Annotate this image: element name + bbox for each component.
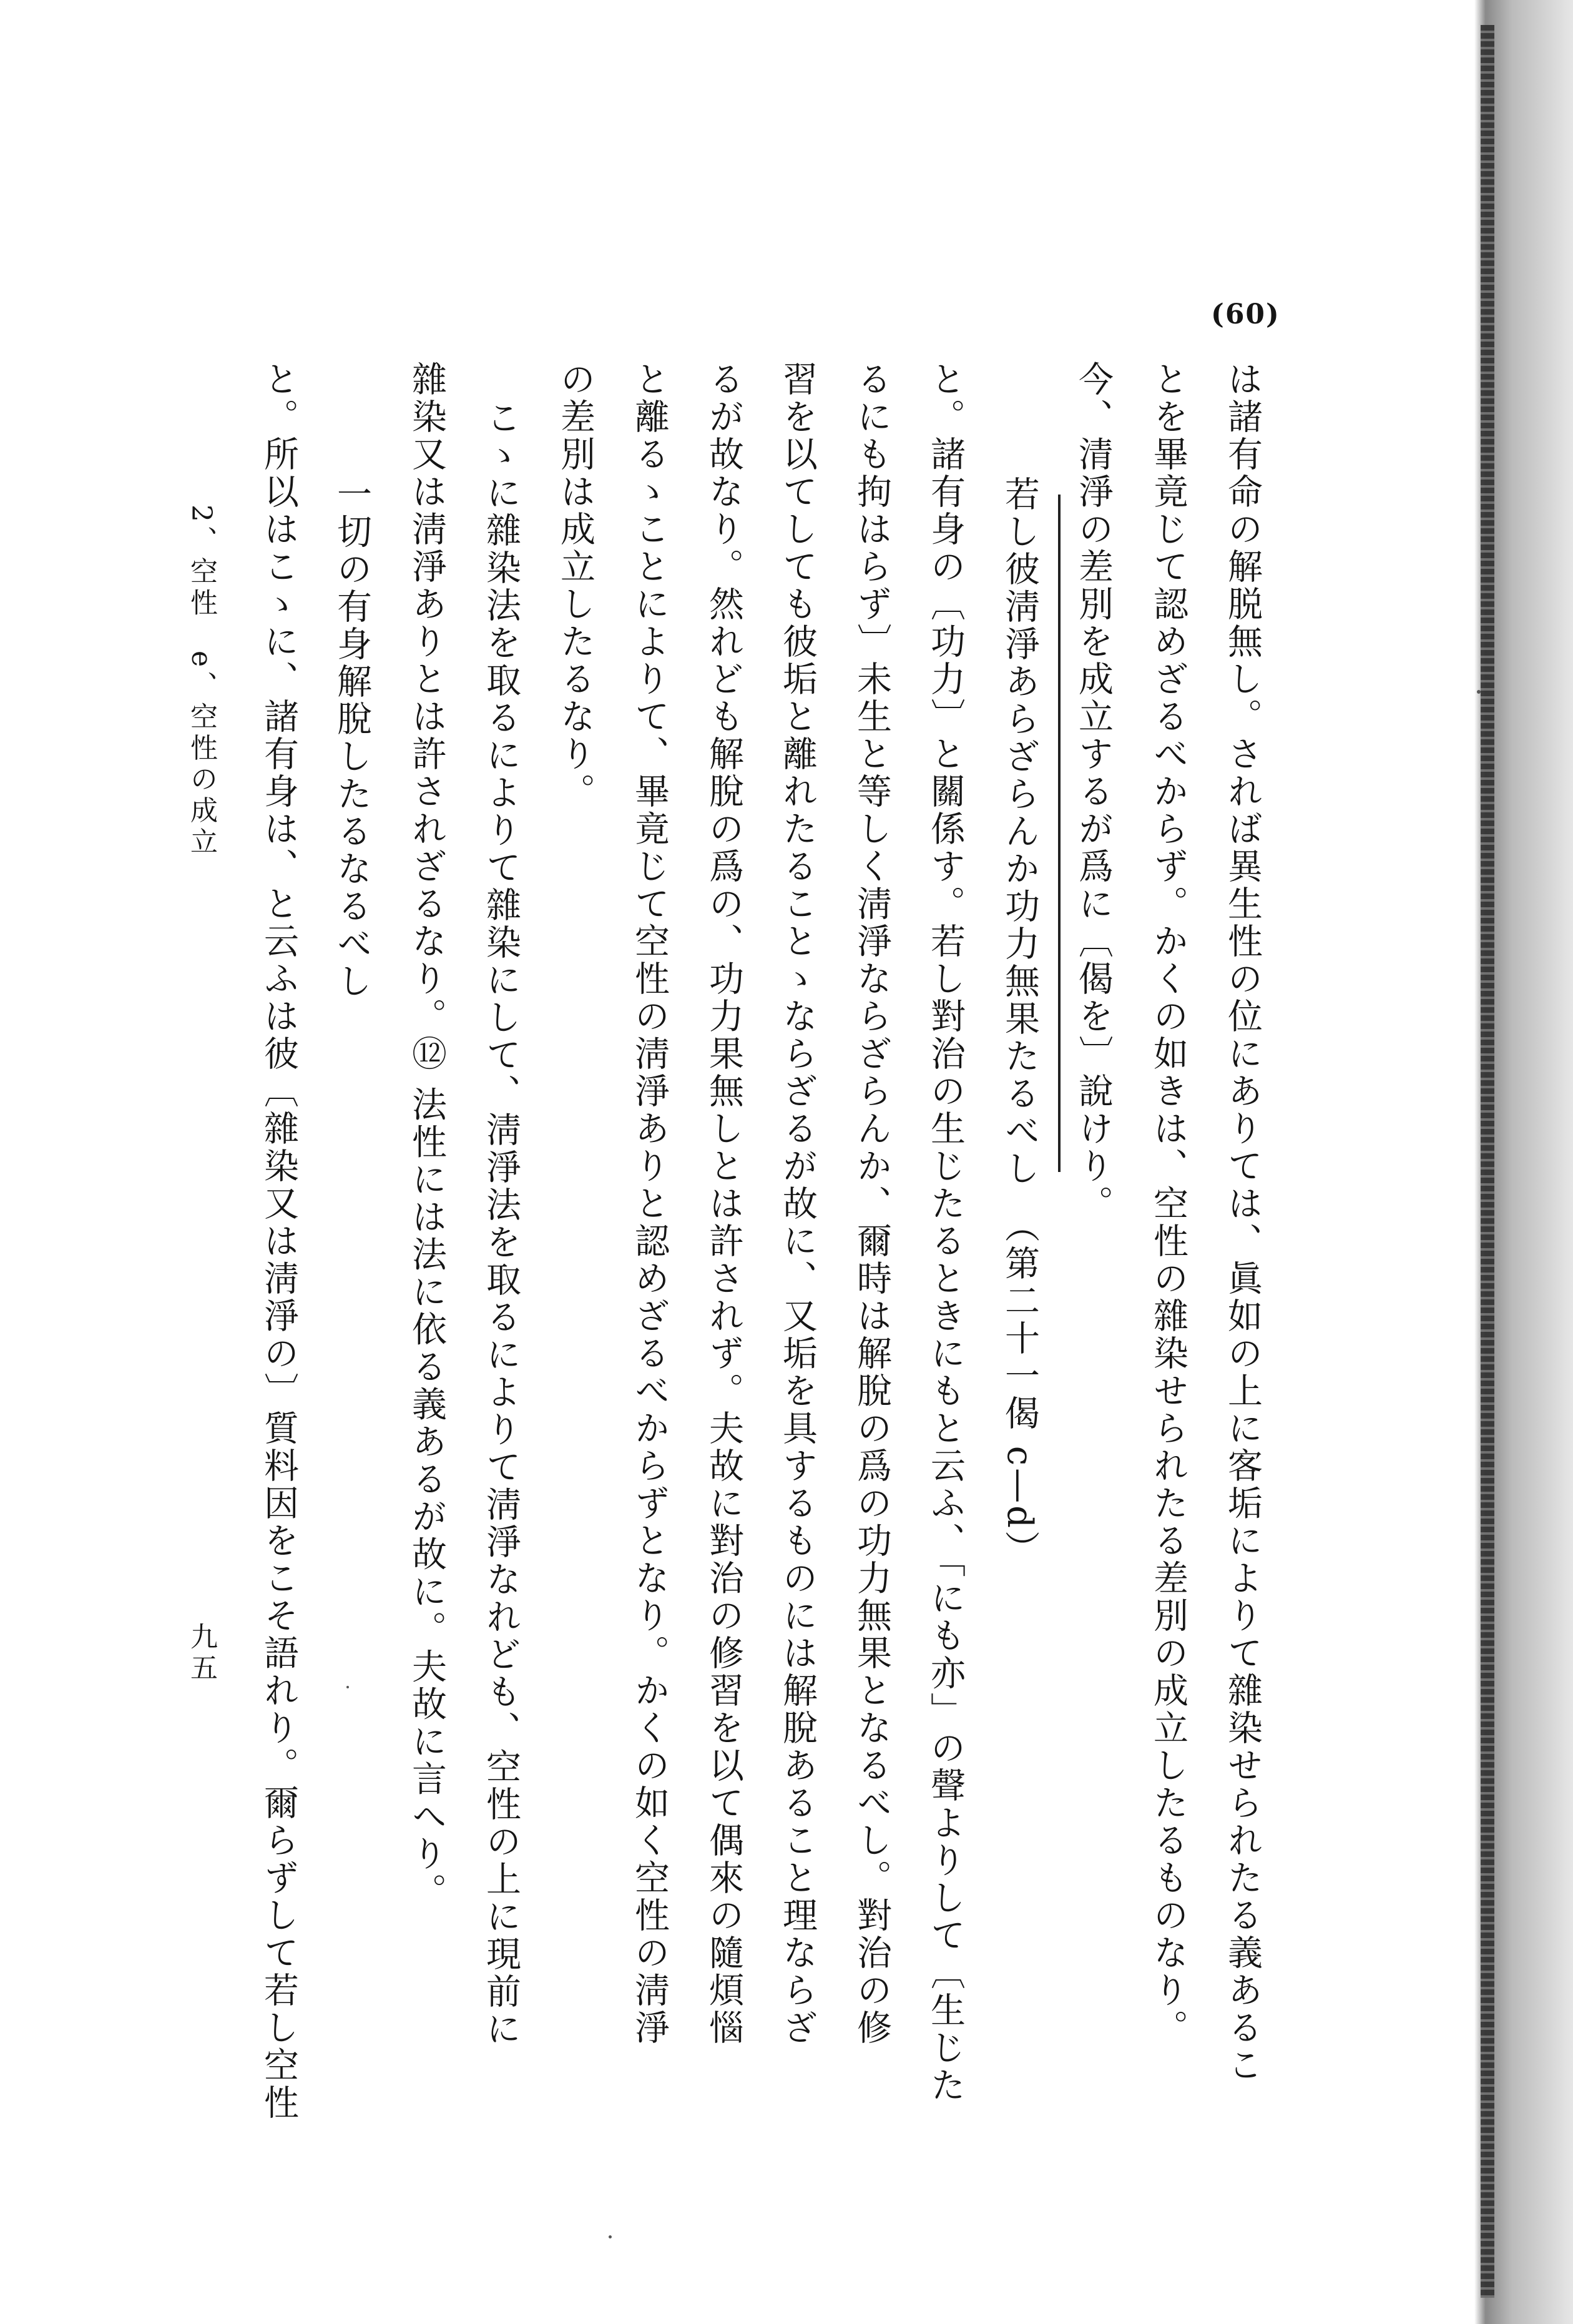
verse-column: 若し彼淸淨あらざらんか功力無果たるべし （第二十一偈 c—d）: [999, 476, 1040, 1568]
text-column-14: と。所以はこゝに、諸有身は、と云ふは彼〔雜染又は淸淨の〕質料因をこそ語れり。爾らずして若し空性: [258, 361, 299, 2122]
text-column-8: るが故なり。然れども解脫の爲の、功力果無しとは許されず。夫故に對治の修習を以て偶來の隨煩惱: [703, 361, 744, 2047]
text-column-5: と。諸有身の〔功力〕と關係す。若し對治の生じたるときにもと云ふ、「にも亦」の聲よりして〔生じた: [925, 361, 966, 2104]
page-number-top: (60): [1211, 298, 1280, 330]
page-number-bottom: 九五: [185, 1622, 217, 1685]
scan-speck: [346, 1686, 349, 1688]
text-column-10: の差別は成立したるなり。: [555, 361, 595, 810]
scan-speck: [1477, 690, 1481, 694]
text-column-7: 習を以てしても彼垢と離れたることゝならざるが故に、又垢を具するものには解脫あること理ならざ: [777, 361, 818, 2047]
text-column-6: るにも拘はらず〕未生と等しく淸淨ならざらんか、爾時は解脫の爲の功力無果となるべし。對治の修: [851, 361, 892, 2047]
text-column-3: 今、清淨の差別を成立するが爲に〔偈を〕說けり。: [1073, 361, 1114, 1223]
verse-column-2: 一切の有身解脫したるなるべし: [331, 476, 372, 1000]
book-edge-texture: [1481, 25, 1494, 2298]
verse-sideline: [1058, 495, 1061, 1172]
text-column-12: 雜染又は淸淨ありとは許されざるなり。⑫ 法性には法に依る義あるが故に。夫故に言へり。: [406, 361, 447, 1911]
text-column-9: と離るゝことによりて、畢竟じて空性の淸淨ありと認めざるべからずとなり。かくの如く空性の淸淨: [629, 361, 670, 2047]
running-title: 2、空性 e、空性の成立: [185, 505, 217, 859]
text-column-2: とを畢竟じて認めざるべからず。かくの如きは、空性の雜染せられたる差別の成立したるものなり。: [1148, 361, 1188, 2047]
scan-speck: [609, 2235, 612, 2238]
text-column-1: は諸有命の解脱無し。されば異生性の位にありては、眞如の上に客垢によりて雜染せられたる義あるこ: [1222, 361, 1263, 2084]
text-column-11: こゝに雜染法を取るによりて雜染にして、淸淨法を取るによりて淸淨なれども、空性の上に現前に: [481, 400, 521, 2048]
